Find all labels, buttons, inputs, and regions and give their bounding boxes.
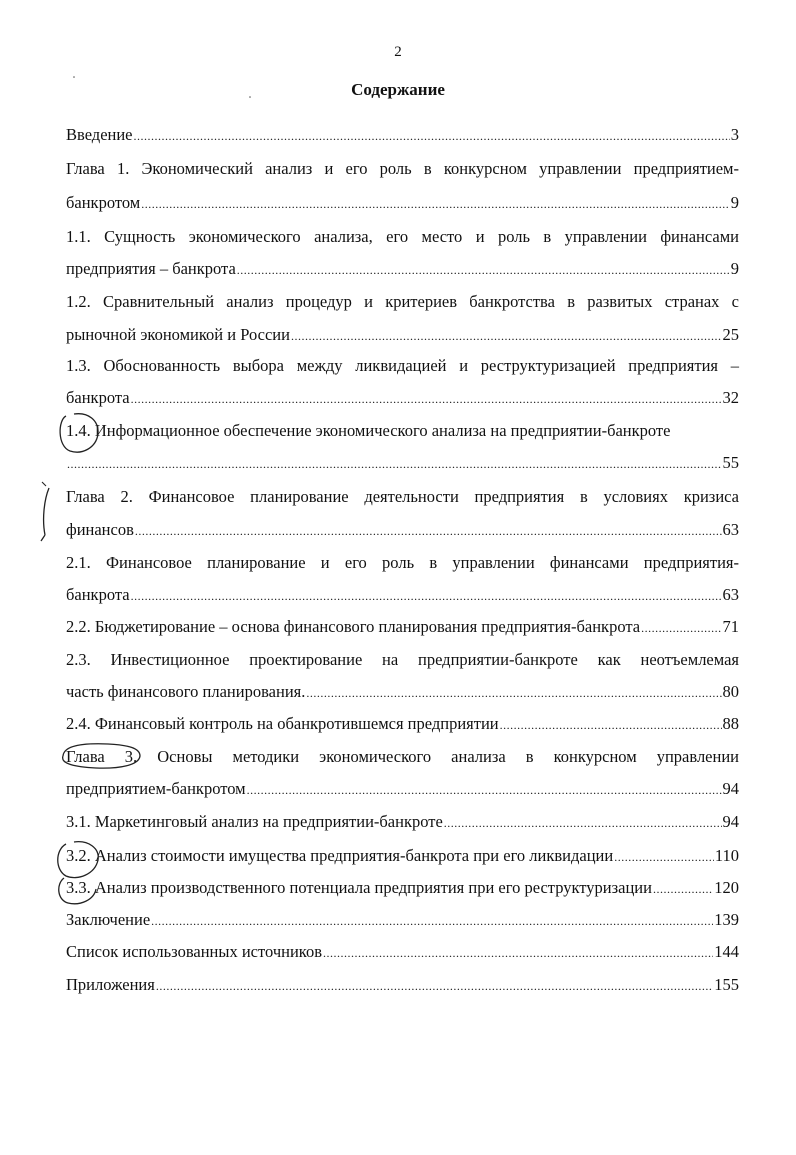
toc-entry-text: рыночной экономикой и России xyxy=(66,325,290,344)
toc-page-number: 88 xyxy=(722,714,739,733)
toc-page-number: 94 xyxy=(722,779,739,798)
toc-entry-chapter-3: Глава 3. Основы методики экономического анализа в конкурсном управлении xyxy=(66,747,739,766)
circle-mark-chapter-3 xyxy=(63,744,140,768)
toc-entry-text: финансов xyxy=(66,520,134,539)
toc-page-number: 63 xyxy=(722,520,739,539)
speck xyxy=(249,96,251,98)
toc-entry-text: Введение xyxy=(66,125,133,144)
toc-entry-1-4: 1.4. Информационное обеспечение экономического анализа на предприятии-банкроте xyxy=(66,421,671,440)
circle-mark-1-4 xyxy=(60,414,98,452)
toc-page-number: 32 xyxy=(722,388,739,407)
page-number: 2 xyxy=(394,44,402,60)
toc-page-number: 9 xyxy=(730,193,739,212)
toc-page-number: 144 xyxy=(714,942,739,961)
toc-title: Содержание xyxy=(351,80,445,99)
toc-page-number: 71 xyxy=(722,617,739,636)
toc-entry-chapter-2: Глава 2. Финансовое планирование деятельности предприятия в условиях кризиса xyxy=(66,487,739,506)
toc-entry-chapter-1: Глава 1. Экономический анализ и его роль в конкурсном управлении предприятием- xyxy=(66,159,739,178)
toc-entry-text: предприятия – банкрота xyxy=(66,259,236,278)
speck xyxy=(73,76,75,78)
toc-entry-text: Приложения xyxy=(66,975,155,994)
toc-entry-2-1: 2.1. Финансовое планирование и его роль в управлении финансами предприятия- xyxy=(66,553,739,572)
margin-stroke-chapter-2 xyxy=(41,488,49,541)
toc-entry-text: банкрота xyxy=(66,388,130,407)
toc-entry-1-1: 1.1. Сущность экономического анализа, его место и роль в управлении финансами xyxy=(66,227,739,246)
toc-entry-text: 2.2. Бюджетирование – основа финансового планирования предприятия-банкрота xyxy=(66,617,641,636)
toc-page-number: 3 xyxy=(730,125,739,144)
toc-entry-text: часть финансового планирования. xyxy=(66,682,306,701)
toc-page-number: 110 xyxy=(714,846,739,865)
toc-entry-text: банкротом xyxy=(66,193,141,212)
toc-page-number: 55 xyxy=(722,453,739,472)
toc-page-number: 139 xyxy=(714,910,739,929)
toc-entry-text: 3.1. Маркетинговый анализ на предприятии-банкроте xyxy=(66,812,443,831)
circle-mark-3-2 xyxy=(58,842,98,878)
toc-entry-1-3: 1.3. Обоснованность выбора между ликвидацией и реструктуризацией предприятия – xyxy=(66,356,739,375)
toc-entry-1-2: 1.2. Сравнительный анализ процедур и критериев банкротства в развитых странах с xyxy=(66,292,739,311)
toc-page-number: 9 xyxy=(730,259,739,278)
circle-mark-3-3 xyxy=(59,878,96,904)
toc-page-number: 155 xyxy=(714,975,739,994)
toc-page-number: 25 xyxy=(722,325,739,344)
toc-page-number: 63 xyxy=(722,585,739,604)
toc-entry-text: 2.4. Финансовый контроль на обанкротившемся предприятии xyxy=(66,714,499,733)
toc-entry-text: Заключение xyxy=(66,910,151,929)
toc-page-number: 94 xyxy=(722,812,739,831)
margin-tick-chapter-2 xyxy=(42,482,46,486)
toc-page-number: 80 xyxy=(722,682,739,701)
toc-entry-text: предприятием-банкротом xyxy=(66,779,246,798)
toc-entry-text: банкрота xyxy=(66,585,130,604)
toc-page-number: 120 xyxy=(714,878,739,897)
toc-entry-text: Список использованных источников xyxy=(66,942,322,961)
toc-entry-2-3: 2.3. Инвестиционное проектирование на предприятии-банкроте как неотъемлемая xyxy=(66,650,739,669)
toc-entry-text: 3.3. Анализ производственного потенциала предприятия при его реструктуризации xyxy=(66,878,652,897)
toc-entry-text: 3.2. Анализ стоимости имущества предприятия-банкрота при его ликвидации xyxy=(66,846,614,865)
